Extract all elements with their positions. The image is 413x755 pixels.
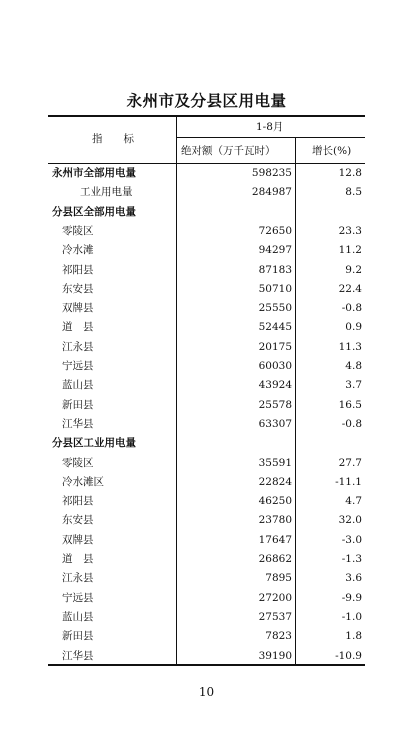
row-growth: 32.0	[338, 514, 362, 527]
table-top-rule	[48, 115, 365, 117]
row-growth: 0.9	[345, 321, 362, 334]
row-label: 冷水滩区	[62, 475, 104, 488]
table-bottom-rule	[48, 664, 365, 666]
row-label: 道 县	[62, 553, 94, 565]
row-label: 零陵区	[62, 456, 94, 469]
row-growth: 27.7	[338, 456, 362, 469]
row-label: 道 县	[62, 321, 94, 334]
row-value: 94297	[258, 244, 292, 257]
row-growth: 4.8	[345, 360, 362, 372]
row-growth: -9.9	[341, 591, 362, 604]
row-value: 25578	[258, 398, 292, 411]
period-header: 1-8月	[256, 121, 284, 133]
row-label: 冷水滩	[62, 244, 94, 257]
row-growth: 23.3	[338, 224, 362, 237]
row-label: 蓝山县	[62, 610, 94, 623]
row-value: 7823	[265, 630, 292, 643]
row-label: 宁远县	[62, 591, 94, 604]
row-growth: 3.6	[345, 572, 362, 585]
row-label: 双牌县	[62, 533, 94, 546]
row-label: 江永县	[62, 572, 94, 585]
row-growth: 9.2	[345, 263, 362, 276]
row-growth: -10.9	[335, 649, 362, 662]
row-value: 35591	[258, 456, 292, 469]
row-label: 分县区全部用电量	[52, 205, 136, 218]
row-growth: 1.8	[345, 630, 362, 643]
row-label: 东安县	[62, 282, 94, 295]
row-growth: 22.4	[338, 282, 362, 295]
row-growth: 3.7	[345, 379, 362, 392]
row-label: 东安县	[62, 514, 94, 527]
row-value: 23780	[258, 514, 292, 527]
row-growth: 11.2	[338, 244, 362, 257]
row-label: 蓝山县	[62, 379, 94, 392]
row-value: 43924	[258, 379, 292, 392]
row-label: 祁阳县	[62, 263, 94, 276]
page-title: 永州市及分县区用电量	[126, 91, 287, 110]
row-growth: 16.5	[338, 398, 362, 411]
row-label: 零陵区	[62, 224, 94, 237]
row-label: 永州市全部用电量	[52, 167, 136, 179]
row-label: 江华县	[62, 649, 94, 662]
row-value: 63307	[258, 417, 292, 430]
period-underline	[176, 137, 365, 138]
row-value: 46250	[258, 495, 292, 508]
row-label: 新田县	[62, 630, 94, 643]
row-label: 分县区工业用电量	[52, 437, 136, 450]
row-value: 598235	[251, 167, 292, 179]
row-value: 25550	[258, 302, 292, 315]
value-column-header: 绝对额（万千瓦时）	[181, 145, 276, 157]
row-label: 双牌县	[62, 302, 94, 315]
indicator-header: 指 标	[92, 133, 134, 145]
row-label: 江永县	[62, 340, 94, 353]
page-number: 10	[198, 685, 215, 699]
row-growth: -0.8	[341, 417, 362, 430]
row-value: 87183	[258, 263, 292, 276]
row-value: 39190	[258, 649, 292, 662]
header-divider-left	[176, 115, 177, 665]
row-growth: 12.8	[338, 167, 362, 179]
row-growth: 11.3	[338, 340, 362, 353]
row-value: 52445	[258, 321, 292, 334]
row-growth: -1.3	[341, 553, 362, 565]
header-divider-right	[295, 137, 296, 665]
row-value: 284987	[251, 186, 292, 199]
row-value: 27537	[258, 610, 292, 623]
row-label: 祁阳县	[62, 495, 94, 508]
row-value: 72650	[258, 224, 292, 237]
row-value: 60030	[258, 360, 292, 372]
row-growth: -1.0	[341, 610, 362, 623]
row-growth: 4.7	[345, 495, 362, 508]
row-value: 7895	[265, 572, 292, 585]
row-label: 江华县	[62, 417, 94, 430]
row-value: 26862	[258, 553, 292, 565]
row-value: 17647	[258, 533, 292, 546]
row-value: 20175	[258, 340, 292, 353]
row-growth: -0.8	[341, 302, 362, 315]
row-label: 宁远县	[62, 360, 94, 372]
row-label: 工业用电量	[80, 186, 133, 199]
row-growth: -11.1	[335, 475, 362, 488]
growth-column-header: 增长(%)	[312, 145, 352, 157]
row-value: 22824	[258, 475, 292, 488]
row-label: 新田县	[62, 398, 94, 411]
row-value: 27200	[258, 591, 292, 604]
row-growth: -3.0	[341, 533, 362, 546]
row-growth: 8.5	[345, 186, 362, 199]
header-bottom-rule	[48, 163, 365, 164]
row-value: 50710	[258, 282, 292, 295]
